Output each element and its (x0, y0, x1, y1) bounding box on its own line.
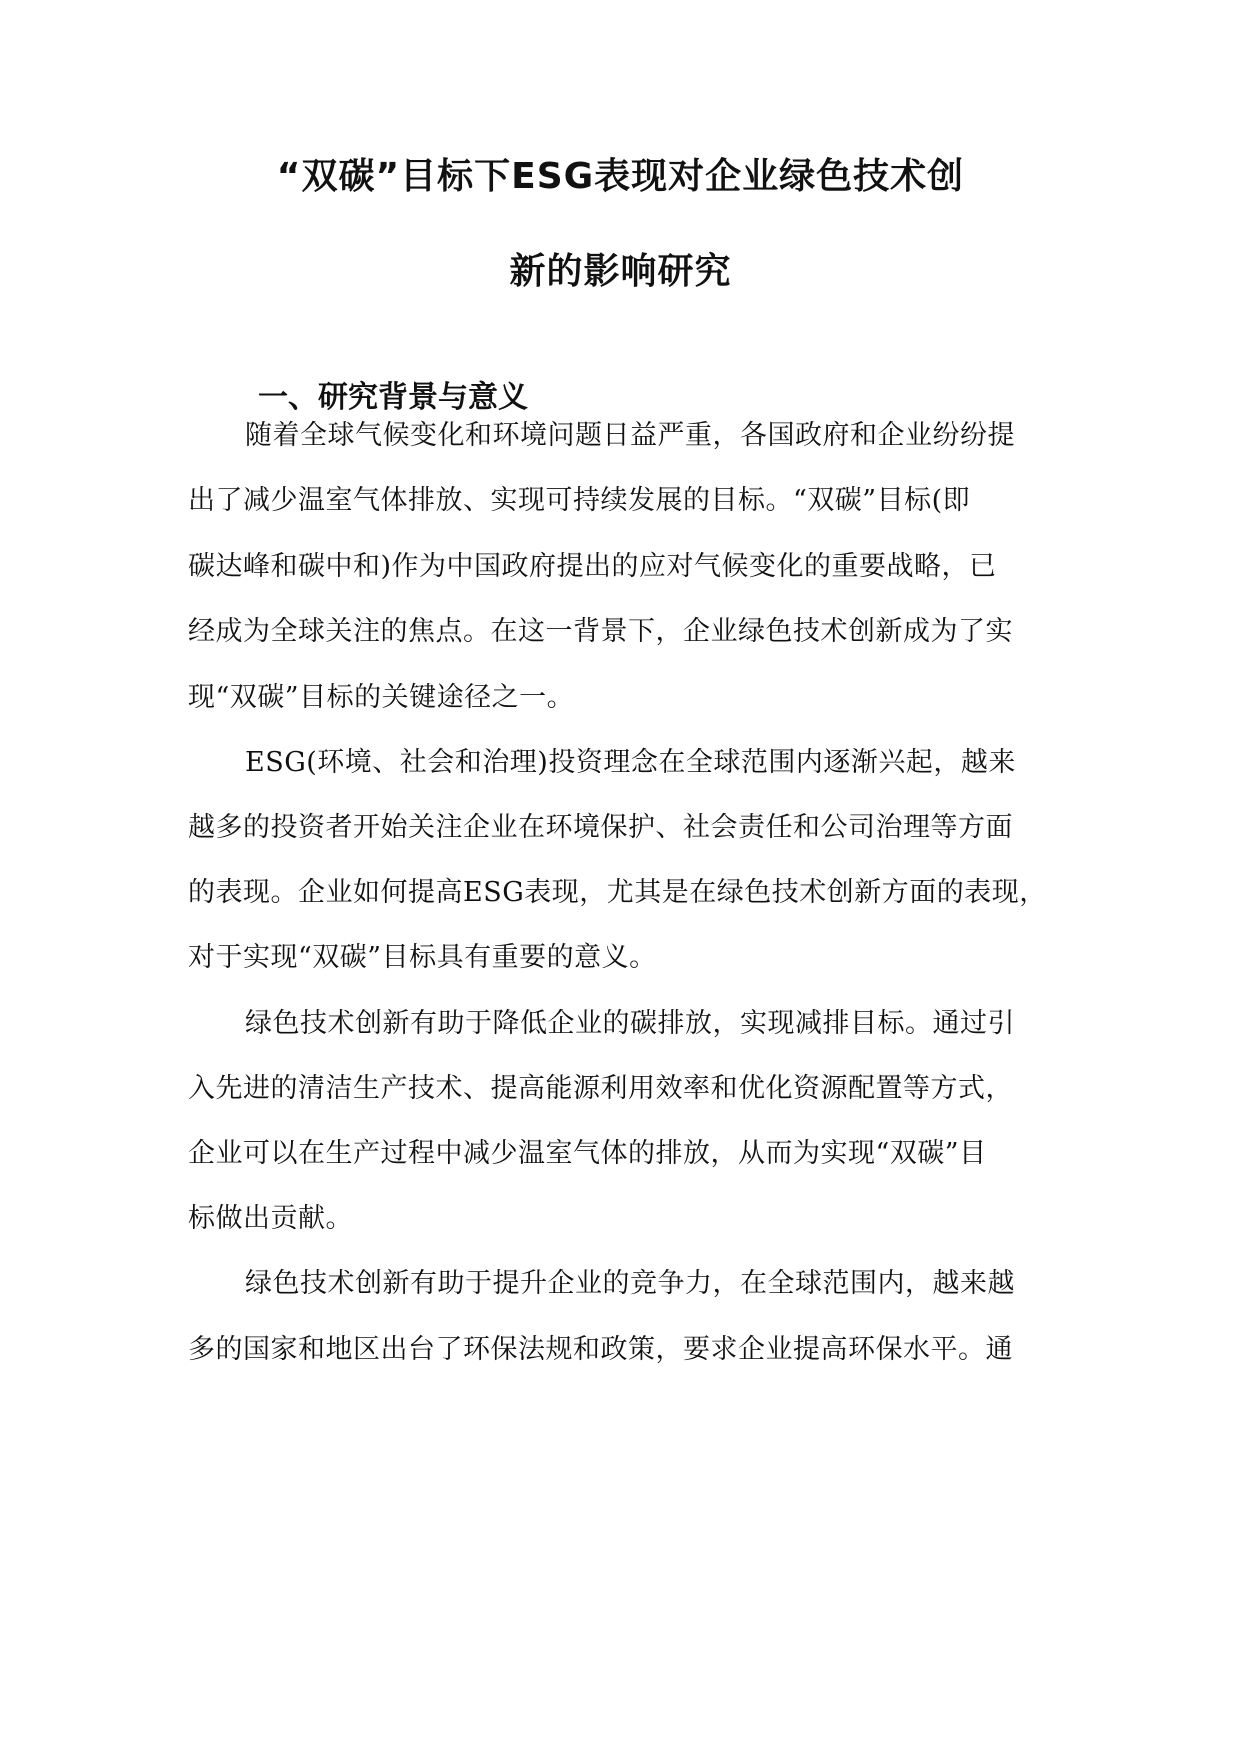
paragraph-1-line-2: 出了减少温室气体排放、实现可持续发展的目标。“双碳”目标(即 (188, 485, 971, 516)
paragraph-3-line-4: 标做出贡献。 (188, 1203, 353, 1234)
paragraph-3-line-1: 绿色技术创新有助于降低企业的碳排放，实现减排目标。通过引 (245, 1008, 1015, 1039)
paragraph-1-line-4: 经成为全球关注的焦点。在这一背景下，企业绿色技术创新成为了实 (188, 616, 1013, 647)
paragraph-2-line-3: 的表现。企业如何提高ESG表现，尤其是在绿色技术创新方面的表现， (188, 877, 1047, 908)
paragraph-2-line-4: 对于实现“双碳”目标具有重要的意义。 (188, 942, 657, 973)
section-heading: 一、研究背景与意义 (258, 380, 528, 415)
paragraph-4-line-1: 绿色技术创新有助于提升企业的竞争力，在全球范围内，越来越 (245, 1268, 1015, 1299)
document-title-line-1: “双碳”目标下ESG表现对企业绿色技术创 (276, 156, 965, 197)
paragraph-2-line-2: 越多的投资者开始关注企业在环境保护、社会责任和公司治理等方面 (188, 812, 1013, 843)
paragraph-1-line-5: 现“双碳”目标的关键途径之一。 (188, 682, 575, 713)
paragraph-3-line-3: 企业可以在生产过程中减少温室气体的排放，从而为实现“双碳”目 (188, 1138, 987, 1169)
paragraph-3-line-2: 入先进的清洁生产技术、提高能源利用效率和优化资源配置等方式， (188, 1073, 1013, 1104)
paragraph-4-line-2: 多的国家和地区出台了环保法规和政策，要求企业提高环保水平。通 (188, 1334, 1013, 1365)
document-title-line-2: 新的影响研究 (509, 251, 732, 292)
paragraph-1-line-1: 随着全球气候变化和环境问题日益严重，各国政府和企业纷纷提 (245, 420, 1015, 451)
paragraph-2-line-1: ESG(环境、社会和治理)投资理念在全球范围内逐渐兴起，越来 (245, 747, 1016, 778)
paragraph-1-line-3: 碳达峰和碳中和)作为中国政府提出的应对气候变化的重要战略，已 (188, 551, 997, 582)
